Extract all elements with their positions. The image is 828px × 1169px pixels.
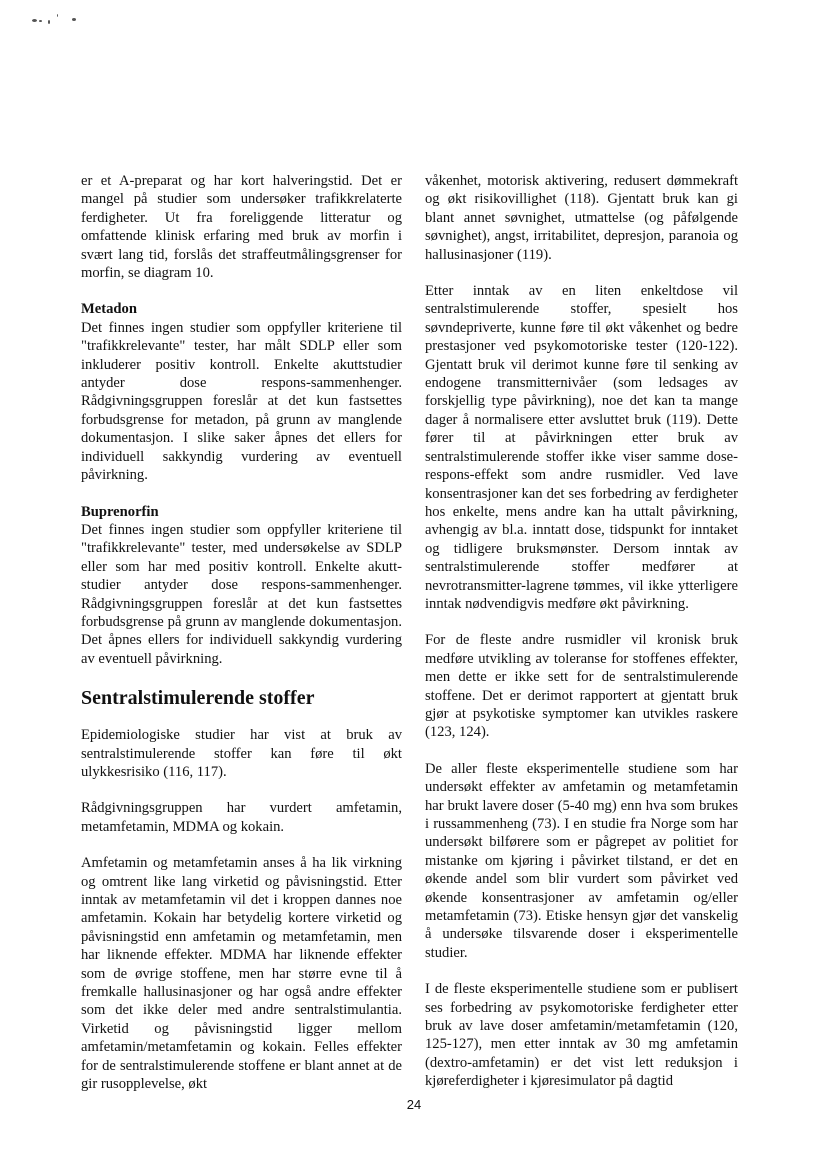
buprenorfin-heading: Buprenorfin <box>81 503 159 520</box>
buprenorfin-paragraph: Det finnes ingen studier som oppfyller kriteriene til "trafikkrelevante" tester, med undersøkelse av SDLP eller som har med positiv kontroll. Enkelte akutt-studier antyder dose respons-sammenhenger. Rådgivningsgruppen foreslår at det kun fastsettes forbudsgrense på grunn av manglende dokumentasjon. Det åpnes ellers for individuell sakkyndig vurdering av eventuell påvirkning. <box>81 521 402 667</box>
metadon-paragraph: Det finnes ingen studier som oppfyller kriteriene til "trafikkrelevante" tester, har målt SDLP eller som inkluderer positiv kontroll. Enkelte akuttstudier antyder dose respons-sammenhenger. Rådgivningsgruppen foreslår at det kun fastsettes forbudsgrense for metadon, på grunn av manglende dokumentasjon. I slike saker åpnes det ellers for individuell sakkyndig vurdering av eventuell påvirkning. <box>81 319 402 484</box>
amphetamine-paragraph: Amfetamin og metamfetamin anses å ha lik virkning og omtrent like lang virketid og påvisningstid. Etter inntak av metamfetamin vil det i kroppen dannes noe amfetamin. Kokain har betydelig kortere virketid og påvisningstid enn amfetamin og metamfetamin, men har liknende effekter. MDMA har liknende effekter som de øvrige stoffene, men har større evne til å fremkalle hallusinasjoner og har også andre effekter som det ikke deler med andre sentralstimulantia. Virketid og påvisningstid ligger mellom amfetamin/metamfetamin og kokain. Felles effekter for de sentralstimulerende stoffene er blant annet at de gir rusopplevelse, økt <box>81 855 402 1093</box>
page-number: 24 <box>406 1097 422 1112</box>
scan-speck <box>32 19 37 22</box>
published-studies-paragraph: I de fleste eksperimentelle studiene som er publisert ses forbedring av psykomotoriske ferdigheter etter bruk av lave doser amfetamin/metamfetamin (120, 125-127), men etter inntak av 30 mg amfetamin (dextro-amfetamin) er det vist lett reduksjon i kjøreferdigheter i kjøresimulator på dagtid <box>425 981 738 1090</box>
scan-speck <box>57 14 58 17</box>
left-column <box>81 172 402 1111</box>
assessed-substances-paragraph: Rådgivningsgruppen har vurdert amfetamin, metamfetamin, MDMA og kokain. <box>81 800 402 835</box>
scan-specks <box>30 12 120 32</box>
scan-speck <box>48 20 50 24</box>
effects-paragraph: våkenhet, motorisk aktivering, redusert dømmekraft og økt risikovillighet (118). Gjentatt bruk kan gi blant annet søvnighet, utmattelse (og påfølgende søvnighet), angst, irritabilitet, depresjon, paranoia og hallusinasjoner (119). <box>425 173 738 263</box>
scan-speck <box>39 20 42 22</box>
single-dose-paragraph: Etter inntak av en liten enkeltdose vil sentralstimulerende stoffer, spesielt hos søvndepriverte, kunne føre til økt våkenhet og bedre prestasjoner ved psykomotoriske tester (120-122). Gjentatt bruk vil derimot kunne føre til senking av endogene transmitternivåer (som ledsages av forskjellig type påvirkning), noe det kan ta mange dager å normalisere etter avsluttet bruk (119). Dette fører til at påvirkningen etter bruk av sentralstimulerende stoffer ikke viser samme dose-respons-effekt som andre rusmidler. Ved lave konsentrasjoner kan det ses forbedring av ferdigheter hos enkelte, mens andre kan ha uttalt påvirkning, avhengig av bl.a. inntatt dose, tidspunkt for inntaket og tidligere bruksmønster. Dersom inntak av sentralstimulerende stoffer medfører at nevrotransmitter-lagrene tømmes, vil ikke ytterligere inntak nødvendigvis medføre økt påvirkning. <box>425 283 738 612</box>
epidemiology-paragraph: Epidemiologiske studier har vist at bruk av sentralstimulerende stoffer kan føre til økt ulykkesrisiko (116, 117). <box>81 727 402 780</box>
scan-speck <box>72 18 76 21</box>
metadon-heading: Metadon <box>81 301 137 318</box>
experimental-studies-paragraph: De aller fleste eksperimentelle studiene som har undersøkt effekter av amfetamin og metamfetamin har brukt lavere doser (5-40 mg) enn hva som brukes i russammenheng (73). I en studie fra Norge som har undersøkt bilførere som er pågrepet av politiet for mistanke om kjøring i påvirket tilstand, er det en økende andel som blir vurdert som påvirket ved økende konsentrasjoner av amfetamin og/eller metamfetamin (73). Etiske hensyn gjør det vanskelig å undersøke tilsvarende doser i eksperimentelle studier. <box>425 760 738 961</box>
section-heading: Sentralstimulerende stoffer <box>81 687 315 710</box>
intro-paragraph: er et A-preparat og har kort halveringstid. Det er mangel på studier som undersøker trafikkrelaterte ferdigheter. Ut fra foreliggende litteratur og omfattende klinisk erfaring med bruk av morfin i svært lang tid, forslås det straffeutmålingsgrenser for morfin, se diagram 10. <box>81 173 402 282</box>
tolerance-paragraph: For de fleste andre rusmidler vil kronisk bruk medføre utvikling av toleranse for stoffenes effekter, men dette er ikke sett for de sentralstimulerende stoffene. Det er derimot rapportert at gjentatt bruk gjør at psykotiske symptomer kan utvikles raskere (123, 124). <box>425 632 738 741</box>
right-column <box>425 172 738 1109</box>
